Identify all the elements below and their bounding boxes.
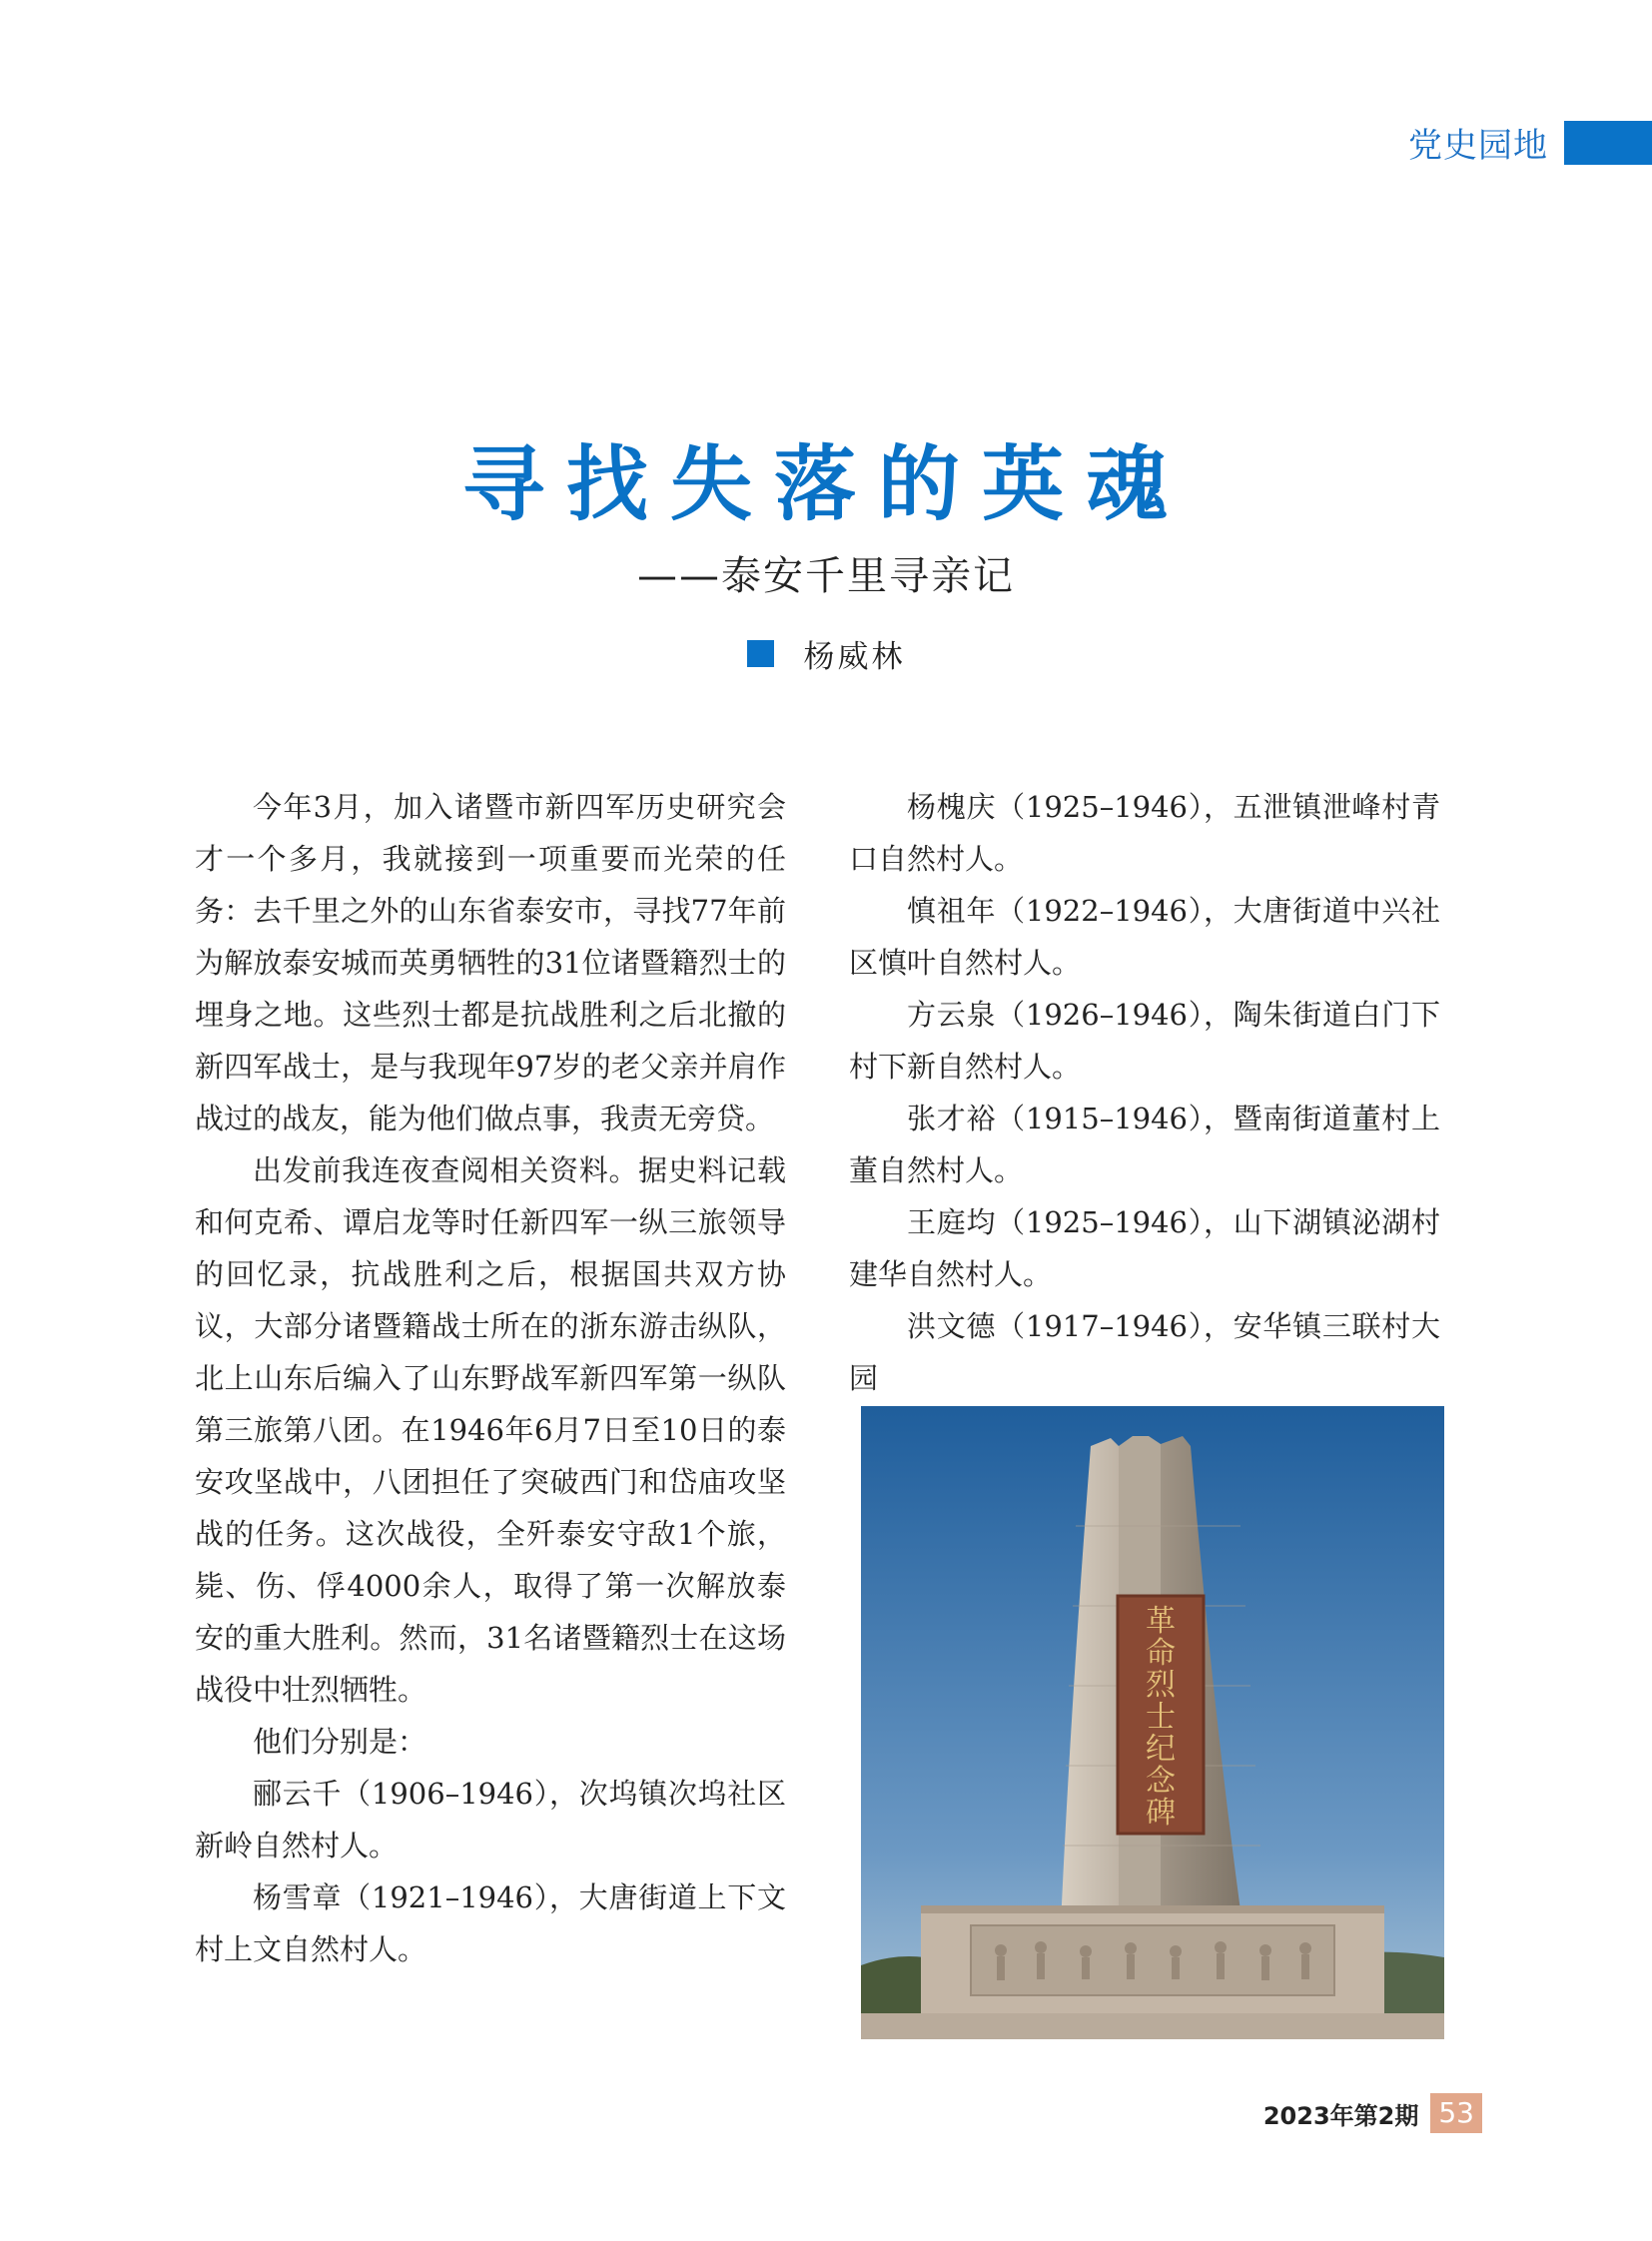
paragraph: 王庭均（1925–1946），山下湖镇泌湖村建华自然村人。: [849, 1205, 1440, 1291]
paragraph: 杨槐庆（1925–1946），五泄镇泄峰村青口自然村人。: [849, 790, 1440, 876]
body-column-right: [849, 781, 1440, 1404]
paragraph: 张才裕（1915–1946），暨南街道董村上董自然村人。: [849, 1102, 1440, 1187]
author-name: 杨威林: [803, 639, 906, 675]
page-number: 53: [1430, 2093, 1482, 2133]
plaque-inscription: 革命烈士纪念碑: [1146, 1604, 1176, 1831]
steps: [861, 2013, 1444, 2039]
body-column-left: [195, 781, 786, 1975]
section-tag: [1408, 118, 1652, 167]
paragraph: 方云泉（1926–1946），陶朱街道白门下村下新自然村人。: [849, 998, 1440, 1084]
relief-panel: [971, 1925, 1334, 1995]
page-footer: [1263, 2093, 1482, 2133]
author-line: [0, 631, 1652, 676]
paragraph: 杨雪章（1921–1946），大唐街道上下文村上文自然村人。: [195, 1880, 786, 1966]
paragraph: 郦云千（1906–1946），次坞镇次坞社区新岭自然村人。: [195, 1777, 786, 1863]
section-label: 党史园地: [1408, 126, 1548, 166]
article-subtitle: ——泰安千里寻亲记: [637, 553, 1015, 599]
section-color-bar: [1564, 121, 1652, 165]
paragraph: 洪文德（1917–1946），安华镇三联村大园: [849, 1309, 1440, 1395]
issue-label: 2023年第2期: [1262, 2101, 1419, 2130]
base-top-edge: [921, 1905, 1384, 1913]
paragraph: 他们分别是：: [253, 1725, 427, 1759]
paragraph: 今年3月，加入诸暨市新四军历史研究会才一个多月，我就接到一项重要而光荣的任务：去千里之外的山东省泰安市，寻找77年前为解放泰安城而英勇牺牲的31位诸暨籍烈士的埋身之地。这些烈士都是抗战胜利之后北撤的新四军战士，是与我现年97岁的老父亲并肩作战过的战友，能为他们做点事，我责无旁贷。: [195, 790, 786, 1135]
monument-photo: [861, 1406, 1444, 2039]
paragraph: 出发前我连夜查阅相关资料。据史料记载和何克希、谭启龙等时任新四军一纵三旅领导的回忆录，抗战胜利之后，根据国共双方协议，大部分诸暨籍战士所在的浙东游击纵队，北上山东后编入了山东野战军新四军第一纵队第三旅第八团。在1946年6月7日至10日的泰安攻坚战中，八团担任了突破西门和岱庙攻坚战的任务。这次战役，全歼泰安守敌1个旅，毙、伤、俘4000余人，取得了第一次解放泰安的重大胜利。然而，31名诸暨籍烈士在这场战役中壮烈牺牲。: [195, 1153, 786, 1707]
author-square-icon: [747, 640, 774, 667]
article-title: 寻找失落的英魂: [461, 437, 1190, 532]
paragraph: 慎祖年（1922–1946），大唐街道中兴社区慎叶自然村人。: [849, 894, 1440, 980]
